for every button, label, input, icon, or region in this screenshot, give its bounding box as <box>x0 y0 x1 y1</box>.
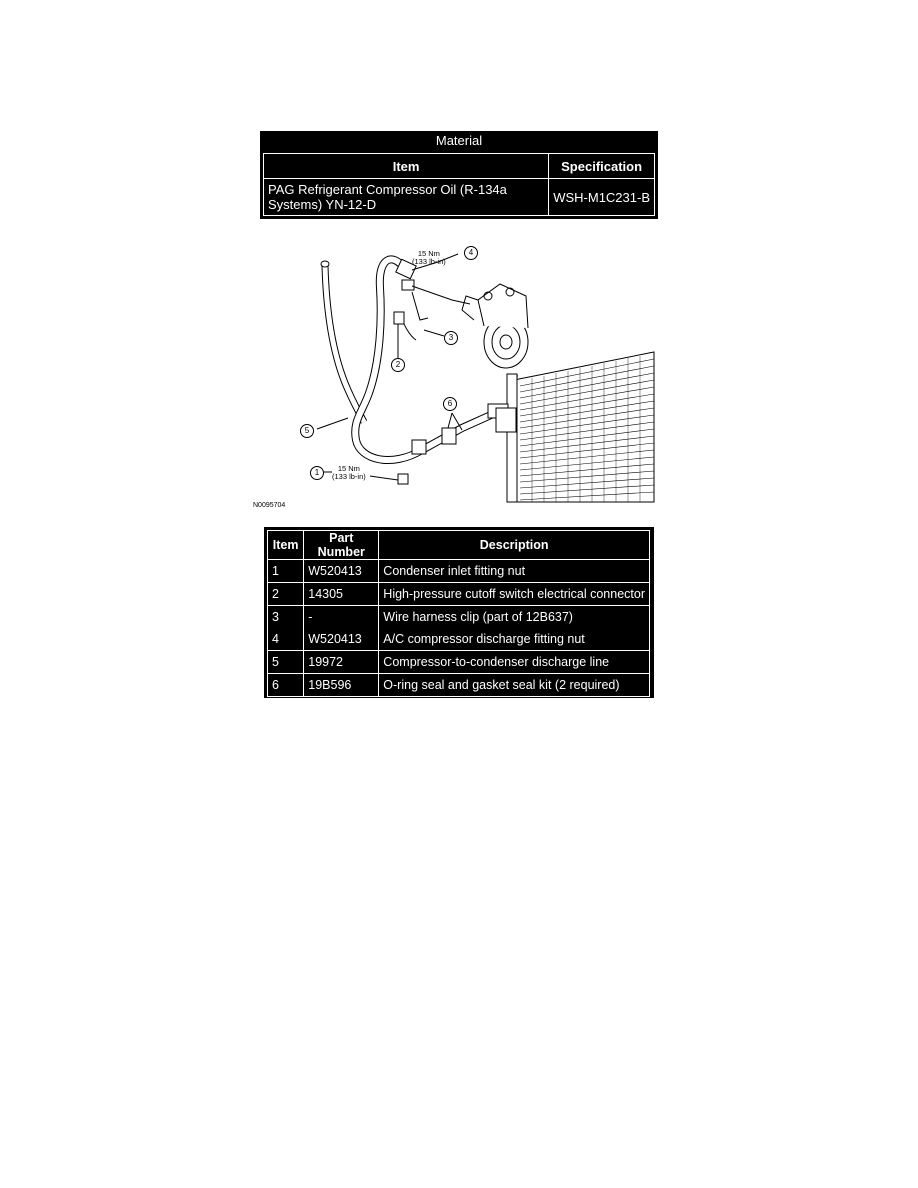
parts-header-row <box>268 531 650 560</box>
row-part-number: W520413 <box>304 560 379 583</box>
torque-top-imperial: (133 lb-in) <box>412 257 446 266</box>
row-part-number: W520413 <box>304 628 379 651</box>
table-row <box>268 628 650 651</box>
material-grid <box>263 153 655 216</box>
material-caption: Material <box>435 133 483 148</box>
row-description: A/C compressor discharge fitting nut <box>379 628 650 651</box>
parts-table <box>264 527 654 698</box>
parts-header-description: Description <box>379 531 650 560</box>
torque-label-bottom <box>332 465 366 481</box>
material-table <box>260 131 658 219</box>
table-row <box>268 560 650 583</box>
torque-bottom-value: 15 Nm <box>337 464 360 473</box>
material-spec-cell: WSH-M1C231-B <box>549 179 655 216</box>
material-row <box>264 179 655 216</box>
callout-4: 4 <box>464 246 478 260</box>
material-header-item: Item <box>264 154 549 179</box>
row-description: Compressor-to-condenser discharge line <box>379 651 650 674</box>
table-row <box>268 674 650 697</box>
row-description: High-pressure cutoff switch electrical connector <box>379 583 650 606</box>
parts-grid <box>267 530 650 697</box>
table-row <box>268 651 650 674</box>
row-item: 1 <box>268 560 304 583</box>
torque-top-value: 15 Nm <box>417 249 440 258</box>
callout-1: 1 <box>310 466 324 480</box>
hose-left <box>325 266 364 422</box>
row-item: 4 <box>268 628 304 651</box>
row-description: O-ring seal and gasket seal kit (2 required) <box>379 674 650 697</box>
material-item-cell: PAG Refrigerant Compressor Oil (R-134a Systems) YN-12-D <box>264 179 549 216</box>
compressor-drawing <box>462 284 528 368</box>
table-row <box>268 606 650 629</box>
torque-bottom-imperial: (133 lb-in) <box>332 472 366 481</box>
condenser-drawing <box>507 352 654 502</box>
parts-header-part-number: Part Number <box>304 531 379 560</box>
row-part-number: 14305 <box>304 583 379 606</box>
callout-3: 3 <box>444 331 458 345</box>
row-item: 6 <box>268 674 304 697</box>
parts-header-item: Item <box>268 531 304 560</box>
callout-5: 5 <box>300 424 314 438</box>
row-part-number: - <box>304 606 379 629</box>
row-item: 2 <box>268 583 304 606</box>
row-part-number: 19B596 <box>304 674 379 697</box>
row-part-number: 19972 <box>304 651 379 674</box>
material-header-specification: Specification <box>549 154 655 179</box>
callout-2: 2 <box>391 358 405 372</box>
table-row <box>268 583 650 606</box>
row-item: 5 <box>268 651 304 674</box>
torque-label-top <box>412 250 446 266</box>
row-item: 3 <box>268 606 304 629</box>
row-description: Condenser inlet fitting nut <box>379 560 650 583</box>
ac-line-illustration <box>252 240 658 512</box>
material-header-row <box>264 154 655 179</box>
figure-id: N0095704 <box>253 502 286 509</box>
callout-6: 6 <box>443 397 457 411</box>
row-description: Wire harness clip (part of 12B637) <box>379 606 650 629</box>
